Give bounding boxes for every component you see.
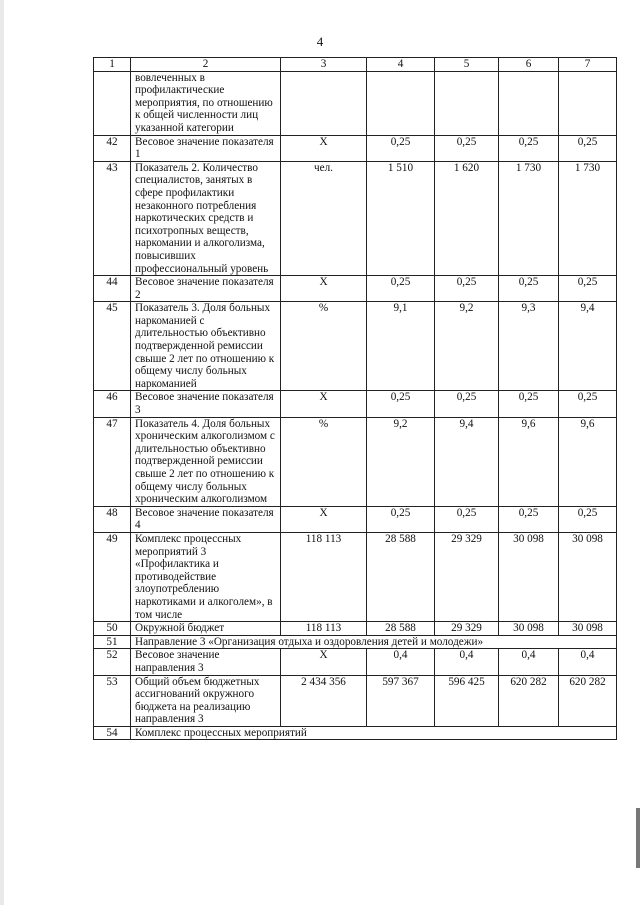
- indicators-table: [93, 57, 617, 740]
- row-value-col4: 0,25: [367, 391, 435, 417]
- row-value-col4: 0,25: [367, 276, 435, 302]
- row-value-col7: 30 098: [559, 532, 617, 621]
- row-unit: 118 113: [281, 622, 367, 636]
- scan-edge-right: [636, 808, 640, 868]
- row-value-col5: 0,4: [435, 649, 499, 675]
- row-number: 49: [94, 532, 131, 621]
- table-row: [94, 635, 617, 649]
- table-body: [94, 71, 617, 740]
- row-value-col6: 30 098: [499, 622, 559, 636]
- table-row: [94, 276, 617, 302]
- row-number: 54: [94, 726, 131, 740]
- row-number: 44: [94, 276, 131, 302]
- row-value-col4: 9,2: [367, 417, 435, 506]
- row-unit: X: [281, 276, 367, 302]
- row-unit: %: [281, 302, 367, 391]
- row-number: 48: [94, 506, 131, 532]
- row-value-col4: 0,25: [367, 135, 435, 161]
- row-value-col7: 0,25: [559, 391, 617, 417]
- header-col-5: 5: [435, 58, 499, 72]
- row-unit: 2 434 356: [281, 675, 367, 726]
- row-number: 51: [94, 635, 131, 649]
- row-description: Окружной бюджет: [131, 622, 281, 636]
- table-row: [94, 71, 617, 135]
- row-number: [94, 71, 131, 135]
- row-value-col5: 1 620: [435, 161, 499, 275]
- row-description: Комплекс процессных мероприятий 3 «Профилактика и противодействие злоупотреблению наркотиками и алкоголем», в том числе: [131, 532, 281, 621]
- page-number: 4: [316, 34, 324, 49]
- row-value-col5: 9,4: [435, 417, 499, 506]
- table-row: [94, 135, 617, 161]
- row-value-col6: 0,25: [499, 391, 559, 417]
- row-value-col6: 0,25: [499, 506, 559, 532]
- table-row: [94, 302, 617, 391]
- row-description: Весовое значение показателя 3: [131, 391, 281, 417]
- row-value-col6: 0,4: [499, 649, 559, 675]
- row-value-col5: 9,2: [435, 302, 499, 391]
- row-value-col4: 9,1: [367, 302, 435, 391]
- table-row: [94, 161, 617, 275]
- row-value-col5: 0,25: [435, 391, 499, 417]
- header-col-2: 2: [131, 58, 281, 72]
- row-description: Весовое значение направления 3: [131, 649, 281, 675]
- section-heading: Направление 3 «Организация отдыха и оздоровления детей и молодежи»: [131, 635, 617, 649]
- row-unit: X: [281, 649, 367, 675]
- row-description: Весовое значение показателя 1: [131, 135, 281, 161]
- header-col-6: 6: [499, 58, 559, 72]
- row-number: 43: [94, 161, 131, 275]
- row-value-col4: 0,4: [367, 649, 435, 675]
- row-description: вовлеченных в профилактические мероприятия, по отношению к общей численности лиц указанной категории: [131, 71, 281, 135]
- row-value-col6: 30 098: [499, 532, 559, 621]
- row-value-col7: 0,25: [559, 276, 617, 302]
- table-header-row: [94, 58, 617, 72]
- row-unit: X: [281, 506, 367, 532]
- row-number: 45: [94, 302, 131, 391]
- row-value-col5: 0,25: [435, 276, 499, 302]
- row-number: 50: [94, 622, 131, 636]
- row-value-col7: 30 098: [559, 622, 617, 636]
- row-value-col6: 1 730: [499, 161, 559, 275]
- row-value-col7: 0,4: [559, 649, 617, 675]
- row-value-col6: 620 282: [499, 675, 559, 726]
- row-description: Показатель 3. Доля больных наркоманией с длительностью объективно подтвержденной ремиссии свыше 2 лет по отношению к общему числу больных наркоманией: [131, 302, 281, 391]
- row-value-col6: 0,25: [499, 135, 559, 161]
- table-row: [94, 417, 617, 506]
- header-col-3: 3: [281, 58, 367, 72]
- row-description: Весовое значение показателя 4: [131, 506, 281, 532]
- row-value-col7: 9,4: [559, 302, 617, 391]
- row-value-col4: 28 588: [367, 622, 435, 636]
- header-col-1: 1: [94, 58, 131, 72]
- row-value-col5: 29 329: [435, 532, 499, 621]
- row-number: 47: [94, 417, 131, 506]
- row-unit: [281, 71, 367, 135]
- table-row: [94, 726, 617, 740]
- row-value-col7: 620 282: [559, 675, 617, 726]
- row-description: Общий объем бюджетных ассигнований окружного бюджета на реализацию направления 3: [131, 675, 281, 726]
- row-value-col6: 0,25: [499, 276, 559, 302]
- row-value-col7: 9,6: [559, 417, 617, 506]
- row-value-col7: 0,25: [559, 135, 617, 161]
- row-value-col6: 9,3: [499, 302, 559, 391]
- row-value-col6: 9,6: [499, 417, 559, 506]
- table-row: [94, 391, 617, 417]
- scan-edge-left: [0, 0, 4, 905]
- row-unit: %: [281, 417, 367, 506]
- row-value-col5: 0,25: [435, 135, 499, 161]
- row-value-col6: [499, 71, 559, 135]
- row-number: 52: [94, 649, 131, 675]
- row-description: Показатель 4. Доля больных хроническим алкоголизмом с длительностью объективно подтвержденной ремиссии свыше 2 лет по отношению к общему числу больных хроническим алкоголизмом: [131, 417, 281, 506]
- row-value-col7: [559, 71, 617, 135]
- table-row: [94, 506, 617, 532]
- row-value-col7: 0,25: [559, 506, 617, 532]
- row-value-col5: 29 329: [435, 622, 499, 636]
- header-col-7: 7: [559, 58, 617, 72]
- table-row: [94, 532, 617, 621]
- table-row: [94, 649, 617, 675]
- row-value-col4: 28 588: [367, 532, 435, 621]
- row-number: 42: [94, 135, 131, 161]
- row-value-col4: 0,25: [367, 506, 435, 532]
- row-value-col5: 596 425: [435, 675, 499, 726]
- row-value-col4: [367, 71, 435, 135]
- row-unit: X: [281, 135, 367, 161]
- row-value-col4: 597 367: [367, 675, 435, 726]
- row-unit: 118 113: [281, 532, 367, 621]
- row-value-col5: [435, 71, 499, 135]
- row-value-col7: 1 730: [559, 161, 617, 275]
- header-col-4: 4: [367, 58, 435, 72]
- row-number: 53: [94, 675, 131, 726]
- row-description: Показатель 2. Количество специалистов, занятых в сфере профилактики незаконного потребления наркотических средств и психотропных веществ, наркомании и алкоголизма, повысивших профессиональный уровень: [131, 161, 281, 275]
- row-value-col5: 0,25: [435, 506, 499, 532]
- row-unit: X: [281, 391, 367, 417]
- row-value-col4: 1 510: [367, 161, 435, 275]
- table-row: [94, 622, 617, 636]
- row-description: Весовое значение показателя 2: [131, 276, 281, 302]
- row-number: 46: [94, 391, 131, 417]
- table-row: [94, 675, 617, 726]
- row-unit: чел.: [281, 161, 367, 275]
- section-heading: Комплекс процессных мероприятий: [131, 726, 617, 740]
